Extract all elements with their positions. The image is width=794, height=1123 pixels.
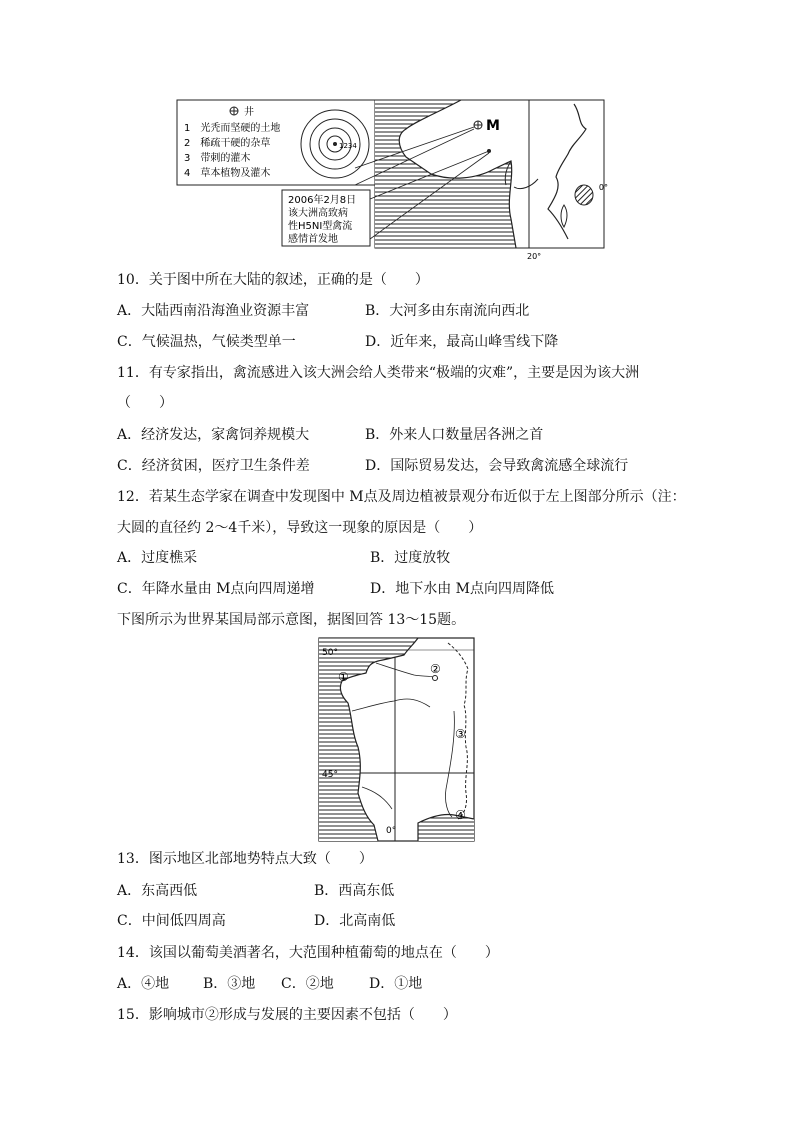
lat-50-label: 50° [322,648,338,658]
question-15-stem: 15．影响城市②形成与发展的主要因素不包括（ ） [117,1007,457,1023]
legend-item: 3 带刺的灌木 [184,153,251,164]
note-line: 性H5NI型禽流 [288,221,353,232]
q12-option-d[interactable]: D．地下水由 M点向四周降低 [370,581,555,597]
q14-option-d[interactable]: D．①地 [369,976,423,992]
marker-2: ② [430,662,441,676]
question-12-stem: 12．若某生态学家在调查中发现图中 M点及周边植被景观分布近似于左上图部分所示（注： [117,489,686,505]
africa-map-figure [176,99,606,261]
section-intro: 下图所示为世界某国局部示意图，据图回答 13～15题。 [117,612,466,628]
note-line: 2006年2月8日 [288,195,357,206]
question-14-stem: 14．该国以葡萄美酒著名，大范围种植葡萄的地点在（ ） [117,945,499,961]
legend-well-label: 井 [244,107,254,118]
question-11-stem-cont: （ ） [117,395,173,411]
note-line: 该大洲高致病 [288,208,348,219]
question-11-stem: 11．有专家指出，禽流感进入该大洲会给人类带来“极端的灾难”，主要是因为该大洲 [117,365,640,381]
q12-option-a[interactable]: A．过度樵采 [117,550,198,566]
legend-item: 4 草本植物及灌木 [184,168,271,179]
marker-3: ③ [455,727,466,741]
lat-45-label: 45° [322,770,338,780]
longitude-label: 20° [527,252,542,261]
q10-option-a[interactable]: A．大陆西南沿海渔业资源丰富 [117,303,310,319]
legend-item: 2 稀疏干硬的杂草 [184,138,271,149]
q13-option-a[interactable]: A．东高西低 [117,883,198,899]
q12-option-b[interactable]: B．过度放牧 [370,550,451,566]
well-point-m [474,121,482,129]
q10-option-b[interactable]: B．大河多由东南流向西北 [365,303,530,319]
q14-option-b[interactable]: B．③地 [203,976,256,992]
q14-option-a[interactable]: A．④地 [117,976,170,992]
outbreak-note [282,190,370,246]
q12-option-c[interactable]: C．年降水量由 M点向四周递增 [117,581,315,597]
marker-1: ① [338,670,349,684]
well-icon [230,107,238,115]
q10-option-c[interactable]: C．气候温热，气候类型单一 [117,334,296,350]
lake-hatched [575,185,593,205]
france-map-figure [318,637,476,843]
question-12-stem-cont: 大圆的直径约 2～4千米），导致这一现象的原因是（ ） [117,520,483,536]
q13-option-b[interactable]: B．西高东低 [314,883,395,899]
point-label-m: M [486,118,500,134]
q13-option-d[interactable]: D．北高南低 [314,913,396,929]
q10-option-d[interactable]: D．近年来，最高山峰雪线下降 [365,334,559,350]
marker-4: ④ [455,808,466,822]
q11-option-c[interactable]: C．经济贫困，医疗卫生条件差 [117,458,310,474]
vegetation-legend [177,100,375,185]
q11-option-a[interactable]: A．经济发达，家禽饲养规模大 [117,427,310,443]
q11-option-b[interactable]: B．外来人口数量居各洲之首 [365,427,544,443]
lon-0-label: 0° [386,826,397,836]
latitude-label: 0° [598,183,608,192]
note-line: 感情首发地 [288,234,338,245]
question-13-stem: 13．图示地区北部地势特点大致（ ） [117,851,373,867]
city-marker [433,676,438,681]
q13-option-c[interactable]: C．中间低四周高 [117,913,226,929]
q14-option-c[interactable]: C．②地 [281,976,334,992]
q11-option-d[interactable]: D．国际贸易发达，会导致禽流感全球流行 [365,458,629,474]
question-10-stem: 10．关于图中所在大陆的叙述，正确的是（ ） [117,272,429,288]
legend-item: 1 光秃而坚硬的土地 [184,123,281,134]
ring-labels: 1234 [339,142,357,150]
